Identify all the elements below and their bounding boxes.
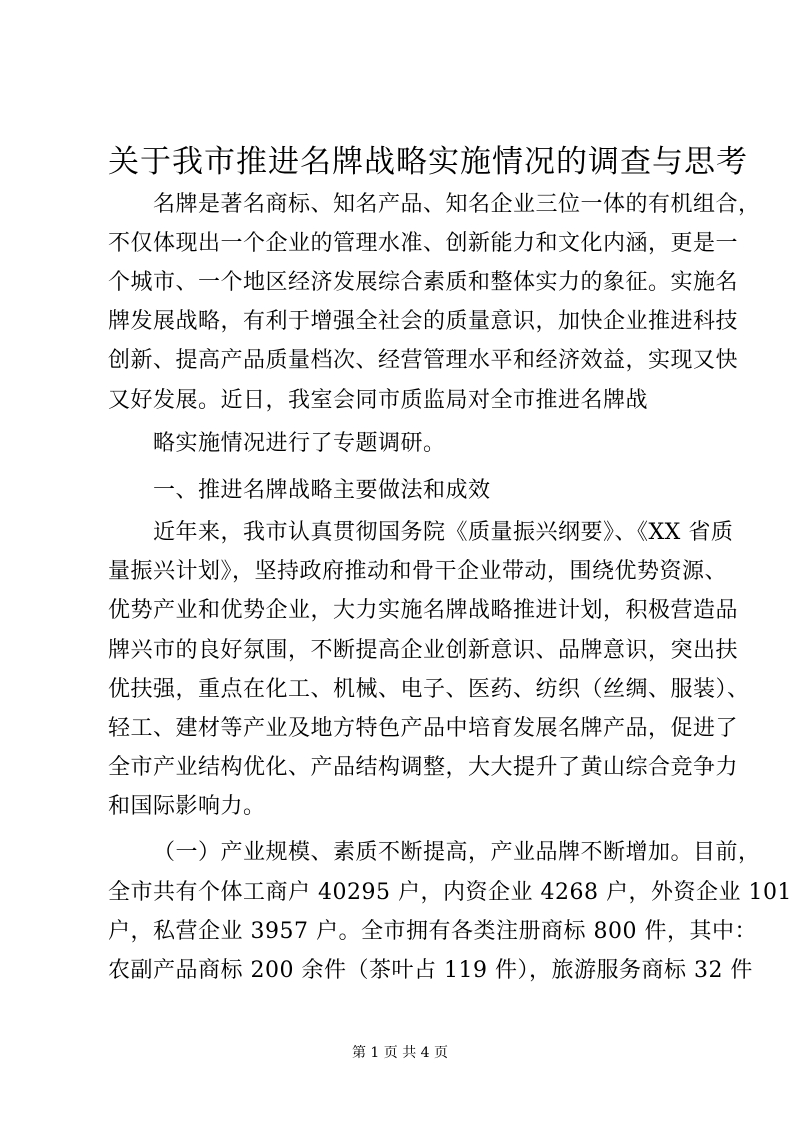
- paragraph-line: 和国际影响力。: [108, 794, 266, 819]
- paragraph-line: 近年来，我市认真贯彻国务院《质量振兴纲要》、《XX 省质: [153, 520, 734, 545]
- paragraph-line: 轻工、建材等产业及地方特色产品中培育发展名牌产品，促进了: [108, 716, 739, 741]
- paragraph-line: 牌兴市的良好氛围，不断提高企业创新意识、品牌意识，突出扶: [108, 638, 739, 663]
- paragraph-line: 创新、提高产品质量档次、经营管理水平和经济效益，实现又快: [108, 348, 739, 373]
- paragraph-line: 不仅体现出一个企业的管理水准、创新能力和文化内涵，更是一: [108, 231, 739, 256]
- paragraph-line: 又好发展。近日，我室会同市质监局对全市推进名牌战: [108, 388, 649, 413]
- subsection-heading: （一）产业规模、素质不断提高，产业品牌不断增加。目前，: [153, 840, 761, 865]
- paragraph-line: 量振兴计划》，坚持政府推动和骨干企业带动，围绕优势资源、: [108, 559, 728, 584]
- paragraph-line: 农副产品商标 200 余件（茶叶占 119 件），旅游服务商标 32 件: [108, 958, 753, 983]
- paragraph-line: 个城市、一个地区经济发展综合素质和整体实力的象征。实施名: [108, 270, 739, 295]
- document-title: 关于我市推进名牌战略实施情况的调查与思考: [108, 144, 748, 180]
- paragraph-line: 优扶强，重点在化工、机械、电子、医药、纺织（丝绸、服装）、: [108, 677, 750, 702]
- paragraph-line: 全市共有个体工商户 40295 户，内资企业 4268 户，外资企业 101: [108, 880, 792, 905]
- paragraph-line: 户，私营企业 3957 户。全市拥有各类注册商标 800 件，其中：: [108, 919, 757, 944]
- paragraph-line: 全市产业结构优化、产品结构调整，大大提升了黄山综合竞争力: [108, 755, 739, 780]
- paragraph-line: 名牌是著名商标、知名产品、知名企业三位一体的有机组合，: [153, 192, 761, 217]
- paragraph-line: 牌发展战略，有利于增强全社会的质量意识，加快企业推进科技: [108, 309, 739, 334]
- paragraph-line: 略实施情况进行了专题调研。: [153, 431, 446, 456]
- section-heading: 一、推进名牌战略主要做法和成效: [153, 478, 491, 503]
- paragraph-line: 优势产业和优势企业，大力实施名牌战略推进计划，积极营造品: [108, 598, 739, 623]
- page-footer: 第 1 页 共 4 页: [351, 1045, 449, 1061]
